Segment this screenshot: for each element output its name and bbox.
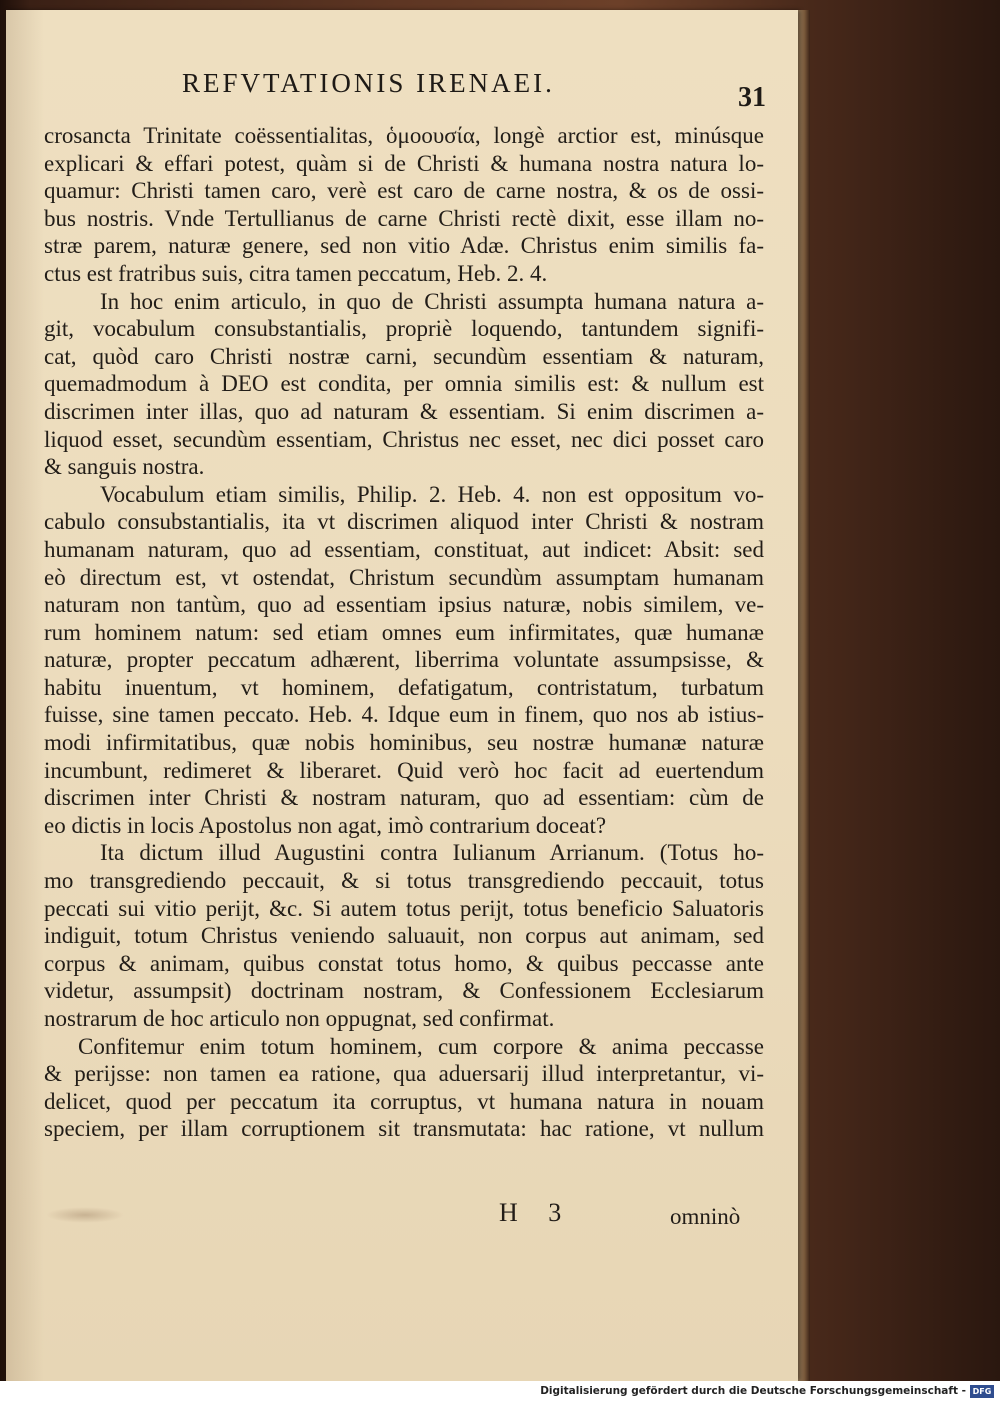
text-line: fuisse, sine tamen peccato. Heb. 4. Idque eum in finem, quo nos ab istius-	[44, 702, 764, 728]
funding-banner	[0, 1381, 1000, 1402]
text-line: modi infirmitatibus, quæ nobis hominibus, seu nostræ humanæ naturæ	[44, 730, 764, 756]
text-line: In hoc enim articulo, in quo de Christi assumpta humana natura a-	[100, 288, 764, 314]
text-line: naturam non tantùm, quo ad essentiam ipsius naturæ, nobis similem, ve-	[44, 592, 764, 618]
body-text	[44, 122, 764, 1143]
text-line: cabulo consubstantialis, ita vt discrimen aliquod inter Christi & nostram	[44, 509, 764, 535]
text-line: corpus & animam, quibus constat totus homo, & quibus peccasse ante	[44, 950, 764, 976]
text-line: speciem, per illam corruptionem sit transmutata: hac ratione, vt nullum	[44, 1116, 764, 1142]
text-line: & perijsse: non tamen ea ratione, qua aduersarij illud interpretantur, vi-	[44, 1061, 764, 1087]
text-line: nostrarum de hoc articulo non oppugnat, sed confirmat.	[44, 1006, 555, 1031]
text-line: discrimen inter illas, quo ad naturam & essentiam. Si enim discrimen a-	[44, 398, 764, 424]
text-line: Confitemur enim totum hominem, cum corpore & anima peccasse	[78, 1033, 764, 1059]
dfg-logo-icon: DFG	[970, 1385, 994, 1398]
text-line: incumbunt, redimeret & liberaret. Quid verò hoc facit ad euertendum	[44, 757, 764, 783]
text-line: mo transgrediendo peccauit, & si totus transgrediendo peccauit, totus	[44, 868, 764, 894]
text-line: rum hominem natum: sed etiam omnes eum infirmitates, quæ humanæ	[44, 619, 764, 645]
text-line: videtur, assumpsit) doctrinam nostram, & Confessionem Ecclesiarum	[44, 978, 764, 1004]
text-line: liquod esset, secundùm essentiam, Christus nec esset, nec dici posset caro	[44, 426, 764, 452]
book-page	[6, 10, 798, 1381]
running-title: REFVTATIONIS IRENAEI.	[182, 68, 555, 98]
funding-credit: Digitalisierung gefördert durch die Deutsche Forschungsgemeinschaft -	[540, 1385, 966, 1397]
text-line: Ita dictum illud Augustini contra Iulianum Arrianum. (Totus ho-	[100, 840, 764, 866]
text-line: bus nostris. Vnde Tertullianus de carne Christi rectè dixit, esse illam no-	[44, 205, 764, 231]
text-line: ctus est fratribus suis, citra tamen peccatum, Heb. 2. 4.	[44, 260, 548, 286]
catchword: omninò	[670, 1204, 741, 1229]
page-number: 31	[738, 82, 766, 113]
page-edge	[796, 10, 810, 1381]
text-line: discrimen inter Christi & nostram naturam, quo ad essentiam: cùm de	[44, 785, 764, 811]
text-line: explicari & effari potest, quàm si de Christi & humana nostra natura lo-	[44, 150, 764, 176]
text-line: cat, quòd caro Christi nostræ carni, secundùm essentiam & naturam,	[44, 343, 764, 369]
text-line: naturæ, propter peccatum adhærent, liberrima voluntate assumpsisse, &	[44, 647, 764, 673]
signature-mark: H 3	[499, 1198, 562, 1227]
text-line: Vocabulum etiam similis, Philip. 2. Heb. 4. non est oppositum vo-	[100, 481, 764, 507]
text-line: eo dictis in locis Apostolus non agat, imò contrarium doceat?	[44, 812, 607, 838]
text-line: habitu inuentum, vt hominem, defatigatum, contristatum, turbatum	[44, 674, 764, 700]
text-line: & sanguis nostra.	[44, 454, 205, 480]
text-line: quemadmodum à DEO est condita, per omnia similis est: & nullum est	[44, 371, 764, 397]
text-line: stræ parem, naturæ genere, sed non vitio Adæ. Christus enim similis fa-	[44, 233, 764, 259]
text-line: indiguit, totum Christus veniendo saluauit, non corpus aut animam, sed	[44, 923, 764, 949]
ink-smudge	[46, 1207, 124, 1223]
text-line: humanam naturam, quo ad essentiam, constituat, aut indicet: Absit: sed	[44, 536, 764, 562]
text-line: delicet, quod per peccatum ita corruptus, vt humana natura in nouam	[44, 1088, 764, 1114]
text-line: git, vocabulum consubstantialis, propriè loquendo, tantundem signifi-	[44, 316, 764, 342]
text-line: quamur: Christi tamen caro, verè est caro de carne nostra, & os de ossi-	[44, 178, 764, 204]
text-line: peccati sui vitio perijt, &c. Si autem totus perijt, totus beneficio Saluatoris	[44, 895, 764, 921]
text-line: eò directum est, vt ostendat, Christum secundùm assumptam humanam	[44, 564, 764, 590]
text-line: crosancta Trinitate coëssentialitas, ὁμοουσία, longè arctior est, minúsque	[44, 123, 764, 148]
